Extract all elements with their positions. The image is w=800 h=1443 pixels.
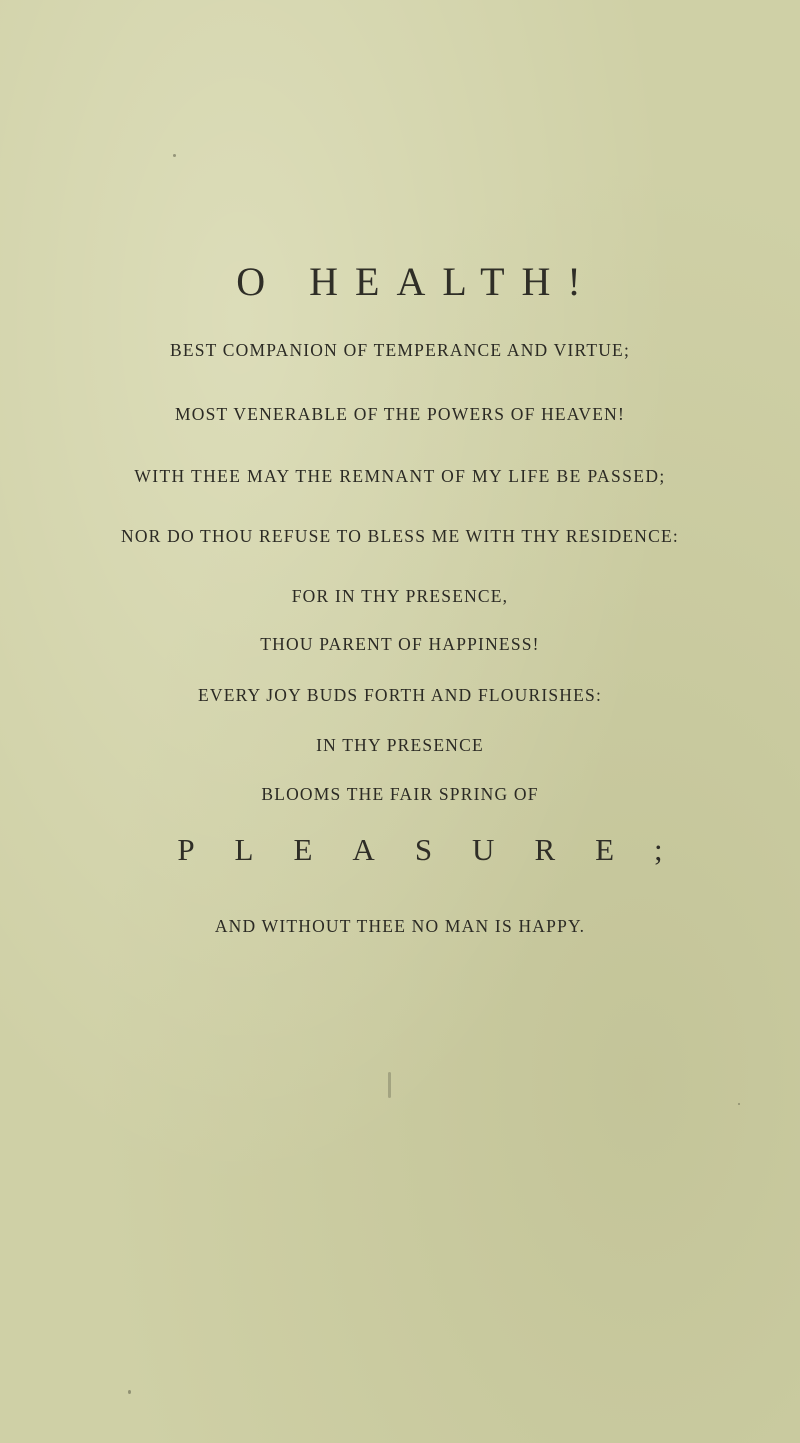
paper-speck — [738, 1103, 740, 1105]
verse-line-8: IN THY PRESENCE — [316, 735, 484, 755]
paper-speck — [388, 1072, 391, 1098]
verse-line-2: MOST VENERABLE OF THE POWERS OF HEAVEN! — [175, 404, 625, 424]
paper-speck — [173, 154, 176, 157]
page-title: O HEALTH! — [236, 259, 598, 304]
verse-line-4: NOR DO THOU REFUSE TO BLESS ME WITH THY RESIDENCE: — [121, 526, 679, 546]
verse-line-7: EVERY JOY BUDS FORTH AND FLOURISHES: — [197, 685, 603, 705]
closing-line: AND WITHOUT THEE NO MAN IS HAPPY. — [214, 916, 586, 936]
emphasis-word: PLEASURE; — [177, 832, 703, 867]
verse-line-5: FOR IN THY PRESENCE, — [291, 586, 509, 606]
verse-line-1: BEST COMPANION OF TEMPERANCE AND VIRTUE; — [169, 340, 631, 360]
verse-line-9: BLOOMS THE FAIR SPRING OF — [261, 784, 539, 804]
paper-speck — [128, 1390, 131, 1394]
verse-line-6: THOU PARENT OF HAPPINESS! — [260, 634, 540, 654]
verse-line-3: WITH THEE MAY THE REMNANT OF MY LIFE BE PASSED; — [134, 466, 666, 486]
